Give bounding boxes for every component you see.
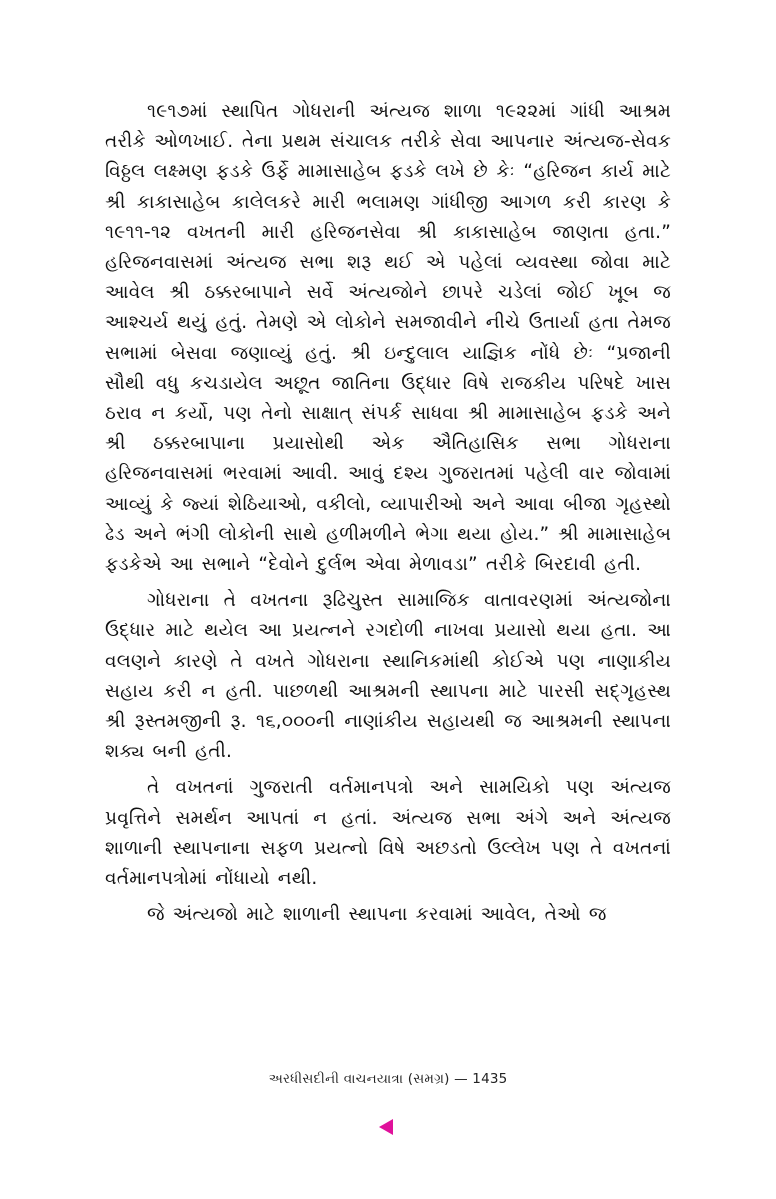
paragraph-3: તે વખતનાં ગુજરાતી વર્તમાનપત્રો અને સામયિકો પણ અંત્યજ પ્રવૃત્તિને સમર્થન આપતાં ન હતાં. અંત્યજ સભા અંગે અને અંત્યજ શાળાની સ્થાપનાના સફળ પ્રયત્નો વિષે અછડતો ઉલ્લેખ પણ તે વખતનાં વર્તમાનપત્રોમાં નોંધાયો નથી. [105, 777, 671, 890]
page-footer: અરધીસદીની વાચનયાત્રા (સમગ્ર) — 1435 [268, 1071, 508, 1087]
paragraph-1: ૧૯૧૭માં સ્થાપિત ગોધરાની અંત્યજ શાળા ૧૯૨૨માં ગાંધી આશ્રમ તરીકે ઓળખાઈ. તેના પ્રથમ સંચાલક તરીકે સેવા આપનાર અંત્યજ-સેવક વિઠ્ઠલ લક્ષ્મણ ફડકે ઉર્ફે મામાસાહેબ ફડકે લખે છે કેઃ “હરિજન કાર્ય માટે શ્રી કાકાસાહેબ કાલેલકરે મારી ભલામણ ગાંધીજી આગળ કરી કારણ કે ૧૯૧૧-૧૨ વખતની મારી હરિજનસેવા શ્રી કાકાસાહેબ જાણતા હતા.” હરિજનવાસમાં અંત્યજ સભા શરૂ થઈ એ પહેલાં વ્યવસ્થા જોવા માટે આવેલ શ્રી ઠક્કરબાપાને સર્વે અંત્યજોને છાપરે ચડેલાં જોઈ ખૂબ જ આશ્ચર્ય થયું હતું. તેમણે એ લોકોને સમજાવીને નીચે ઉતાર્યા હતા તેમજ સભામાં બેસવા જણાવ્યું હતું. શ્રી ઇન્દુલાલ યાજ્ઞિક નોંધે છેઃ “પ્રજાની સૌથી વધુ કચડાયેલ અછૂત જાતિના ઉદ્ધાર વિષે રાજકીય પરિષદે ખાસ ઠરાવ ન કર્યો, પણ તેનો સાક્ષાત્ સંપર્ક સાધવા શ્રી મામાસાહેબ ફડકે અને શ્રી ઠક્કરબાપાના પ્રયાસોથી એક ઐતિહાસિક સભા ગોધરાના હરિજનવાસમાં ભરવામાં આવી. આવું દશ્ય ગુજરાતમાં પહેલી વાર જોવામાં આવ્યું કે જ્યાં શેઠિયાઓ, વકીલો, વ્યાપારીઓ અને આવા બીજા ગૃહસ્થો ઢેડ અને ભંગી લોકોની સાથે હળીમળીને ભેગા થયા હોય.” શ્રી મામાસાહેબ ફડકેએ આ સભાને “દેવોને દુર્લભ એવા મેળાવડા” તરીકે બિરદાવી હતી. [105, 101, 671, 576]
paragraph-4: જે અંત્યજો માટે શાળાની સ્થાપના કરવામાં આવેલ, તેઓ જ [147, 904, 607, 926]
paragraph-2: ગોધરાના તે વખતના રૂઢિચુસ્ત સામાજિક વાતાવરણમાં અંત્યજોના ઉદ્ધાર માટે થયેલ આ પ્રયત્નને રગદોળી નાખવા પ્રયાસો થયા હતા. આ વલણને કારણે તે વખતે ગોધરાના સ્થાનિકમાંથી કોઈએ પણ નાણાકીય સહાય કરી ન હતી. પાછળથી આશ્રમની સ્થાપના માટે પારસી સદ્ગૃહસ્થ શ્રી રૂસ્તમજીની રૂ. ૧૬,૦૦૦ની નાણાંકીય સહાયથી જ આશ્રમની સ્થાપના શક્ય બની હતી. [105, 590, 671, 763]
previous-page-arrow-icon[interactable] [379, 1119, 393, 1135]
page-body [105, 97, 671, 936]
